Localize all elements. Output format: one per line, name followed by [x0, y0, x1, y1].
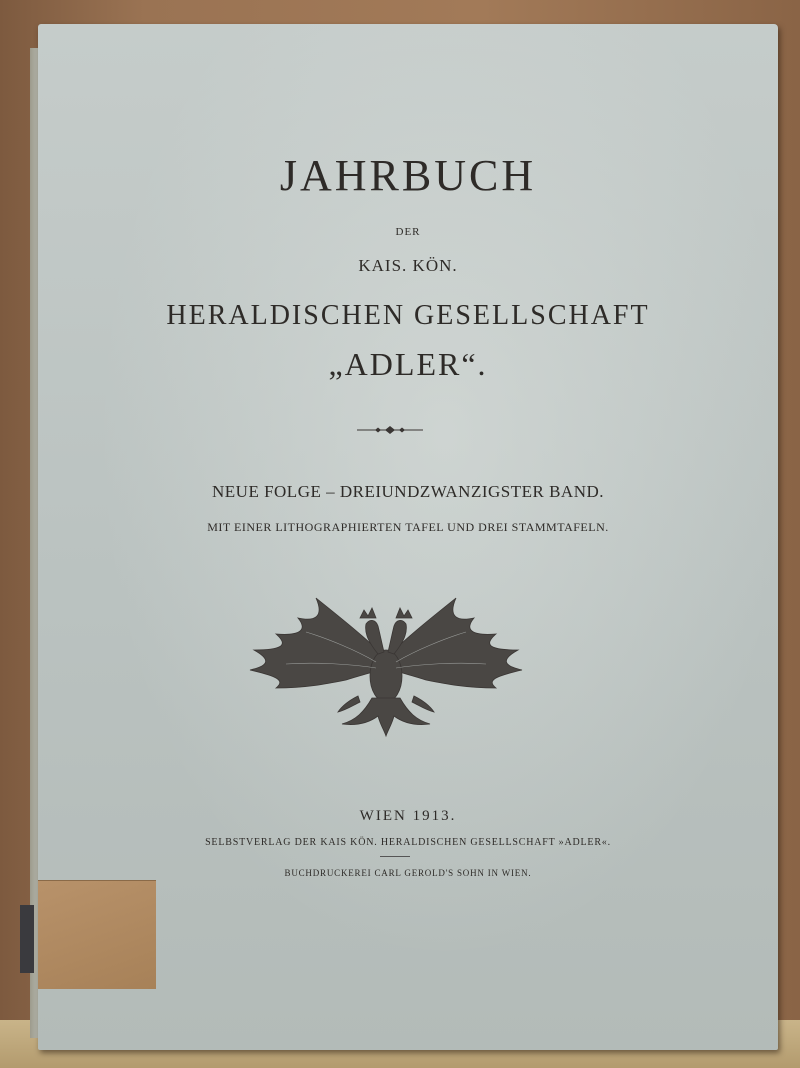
cover-plates: MIT EINER LITHOGRAPHIERTEN TAFEL UND DREI STAMMTAFELN.	[207, 520, 609, 534]
ornament-rule-icon	[355, 424, 425, 436]
label-tab	[20, 905, 34, 973]
cover-place-year: WIEN 1913.	[359, 808, 457, 824]
cover-kais-koen: KAIS. KÖN.	[358, 256, 458, 275]
cover-der: DER	[395, 226, 421, 238]
double-headed-eagle-icon	[246, 588, 526, 738]
cover-adler: „ADLER“.	[328, 346, 488, 382]
cover-society-name: HERALDISCHEN GESELLSCHAFT	[166, 300, 650, 331]
cover-printer: BUCHDRUCKEREI CARL GEROLD'S SOHN IN WIEN.	[284, 868, 532, 878]
cover-publisher: SELBSTVERLAG DER KAIS KÖN. HERALDISCHEN GESELLSCHAFT »ADLER«.	[205, 837, 611, 848]
cover-title: JAHRBUCH	[279, 151, 537, 200]
library-label-sticker	[38, 880, 156, 989]
divider-line	[380, 856, 410, 857]
cover-series: NEUE FOLGE – DREIUNDZWANZIGSTER BAND.	[212, 482, 604, 501]
